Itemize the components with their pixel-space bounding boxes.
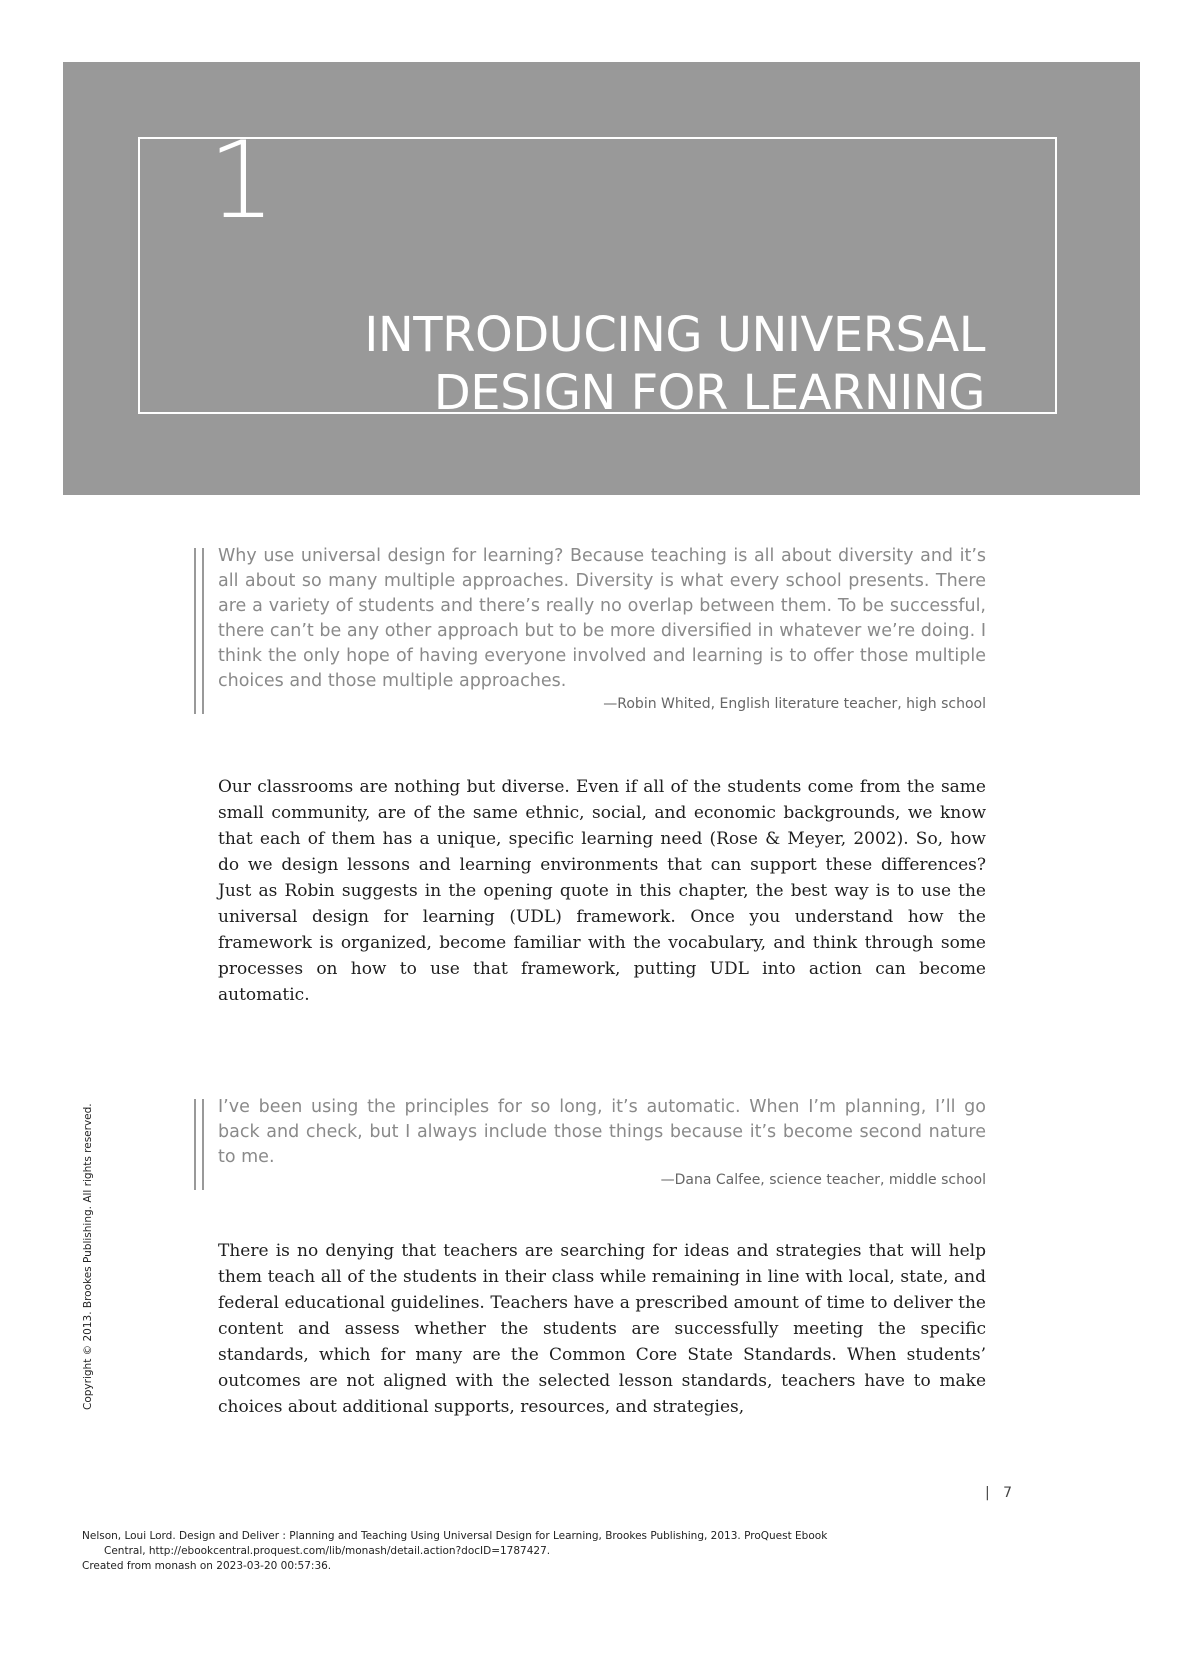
- body-paragraph-1: Our classrooms are nothing but diverse. Even if all of the students come from the same small community, are of the same ethnic, social, and economic backgrounds, we know that each of them has a unique, specific learning need (Rose & Meyer, 2002). So, how do we design lessons and learning environments that can support these differences? Just as Robin suggests in the opening quote in this chapter, the best way is to use the universal design for learning (UDL) framework. Once you understand how the framework is organized, become familiar with the vocabulary, and think through some processes on how to use that framework, putting UDL into action can become automatic.: [218, 777, 986, 1005]
- citation-line-3: Created from monash on 2023-03-20 00:57:36.: [82, 1560, 332, 1572]
- citation-line-2: Central, http://ebookcentral.proquest.com/lib/monash/detail.action?docID=1787427.: [104, 1545, 551, 1557]
- chapter-number: 1: [208, 119, 276, 242]
- epigraph-quote-1: [194, 544, 986, 714]
- epigraph-quote-2: [194, 1095, 986, 1190]
- quote-bar: [194, 1099, 204, 1190]
- quote-text: Why use universal design for learning? Because teaching is all about diversity and it’s all about so many multiple approaches. Diversity is what every school presents. There are a variety of students and there’s really no overlap between them. To be successful, there can’t be any other approach but to be more diversified in whatever we’re doing. I think the only hope of having everyone involved and learning is to offer those multiple choices and those multiple approaches.: [218, 546, 986, 691]
- citation-line-1: Nelson, Loui Lord. Design and Deliver : Planning and Teaching Using Universal Design for Learning, Brookes Publishing, 2013. ProQuest Ebook: [82, 1530, 828, 1542]
- quote-attribution: —Dana Calfee, science teacher, middle school: [660, 1172, 986, 1188]
- chapter-title-line-1: INTRODUCING UNIVERSAL: [364, 307, 985, 363]
- chapter-title: [265, 306, 985, 422]
- citation-footer: [82, 1529, 982, 1574]
- body-paragraph-2: There is no denying that teachers are searching for ideas and strategies that will help them teach all of the students in their class while remaining in line with local, state, and federal educational guidelines. Teachers have a prescribed amount of time to deliver the content and assess whether the students are successfully meeting the specific standards, which for many are the Common Core State Standards. When students’ outcomes are not aligned with the selected lesson standards, teachers have to make choices about additional supports, resources, and strategies,: [218, 1241, 986, 1417]
- quote-bar: [194, 548, 204, 714]
- quote-text: I’ve been using the principles for so long, it’s automatic. When I’m planning, I’ll go back and check, but I always include those things because it’s become second nature to me.: [218, 1097, 986, 1167]
- quote-attribution: —Robin Whited, English literature teacher, high school: [603, 696, 986, 712]
- chapter-title-line-2: DESIGN FOR LEARNING: [433, 365, 985, 421]
- copyright-notice: Copyright © 2013. Brookes Publishing. All rights reserved.: [82, 1103, 94, 1410]
- page-number: | 7: [985, 1485, 1012, 1501]
